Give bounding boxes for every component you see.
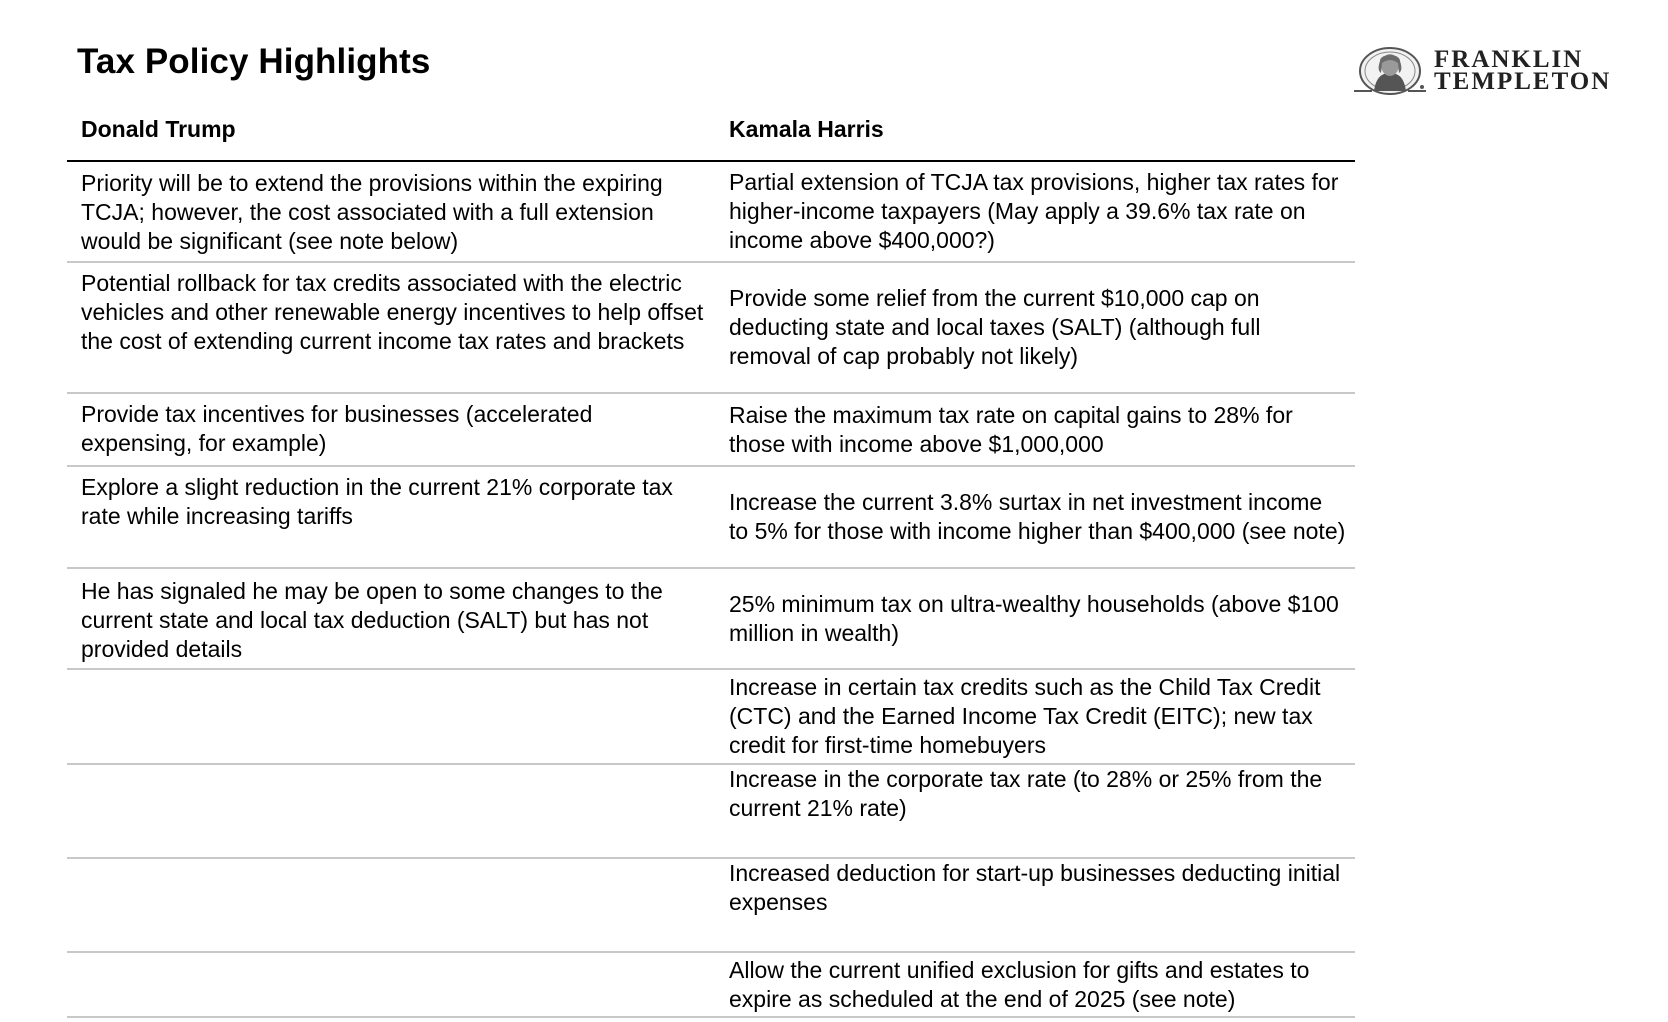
trump-cell: Explore a slight reduction in the current 21% corporate tax rate while increasing tariffs xyxy=(67,466,715,568)
trump-cell: He has signaled he may be open to some changes to the current state and local tax deduction (SALT) but has not provided details xyxy=(67,568,715,669)
table-row xyxy=(67,764,1355,858)
table-row xyxy=(67,466,1355,568)
trump-cell: Potential rollback for tax credits associated with the electric vehicles and other renewable energy incentives to help offset the cost of extending current income tax rates and brackets xyxy=(67,262,715,393)
harris-cell: Increased deduction for start-up businesses deducting initial expenses xyxy=(715,858,1355,952)
table-row xyxy=(67,161,1355,262)
harris-cell: Increase in the corporate tax rate (to 28% or 25% from the current 21% rate) xyxy=(715,764,1355,858)
logo-line-2: TEMPLETON xyxy=(1434,68,1612,95)
policy-comparison-table xyxy=(67,112,1355,1018)
harris-cell: Partial extension of TCJA tax provisions, higher tax rates for higher-income taxpayers (May apply a 39.6% tax rate on income above $400,000?) xyxy=(715,161,1355,262)
benjamin-franklin-portrait-icon xyxy=(1352,47,1428,95)
table-row xyxy=(67,393,1355,466)
harris-cell: Raise the maximum tax rate on capital gains to 28% for those with income above $1,000,000 xyxy=(715,393,1355,466)
harris-cell: Allow the current unified exclusion for gifts and estates to expire as scheduled at the end of 2025 (see note) xyxy=(715,952,1355,1017)
trump-cell xyxy=(67,669,715,764)
trump-cell: Priority will be to extend the provisions within the expiring TCJA; however, the cost associated with a full extension would be significant (see note below) xyxy=(67,161,715,262)
column-header-trump: Donald Trump xyxy=(67,112,715,161)
trump-cell xyxy=(67,764,715,858)
table-header-row xyxy=(67,112,1355,161)
harris-cell: 25% minimum tax on ultra-wealthy households (above $100 million in wealth) xyxy=(715,568,1355,669)
table-row xyxy=(67,952,1355,1017)
harris-cell: Provide some relief from the current $10,000 cap on deducting state and local taxes (SALT) (although full removal of cap probably not likely) xyxy=(715,262,1355,393)
franklin-templeton-logo xyxy=(1352,47,1611,95)
page-title: Tax Policy Highlights xyxy=(77,42,431,81)
table-row xyxy=(67,568,1355,669)
trump-cell: Provide tax incentives for businesses (accelerated expensing, for example) xyxy=(67,393,715,466)
harris-cell: Increase in certain tax credits such as the Child Tax Credit (CTC) and the Earned Income Tax Credit (EITC); new tax credit for first-time homebuyers xyxy=(715,669,1355,764)
logo-line-1: FRANKLIN xyxy=(1434,46,1584,73)
table-row xyxy=(67,669,1355,764)
trump-cell xyxy=(67,952,715,1017)
column-header-harris: Kamala Harris xyxy=(715,112,1355,161)
trump-cell xyxy=(67,858,715,952)
harris-cell: Increase the current 3.8% surtax in net investment income to 5% for those with income higher than $400,000 (see note) xyxy=(715,466,1355,568)
table-row xyxy=(67,262,1355,393)
table-row xyxy=(67,858,1355,952)
